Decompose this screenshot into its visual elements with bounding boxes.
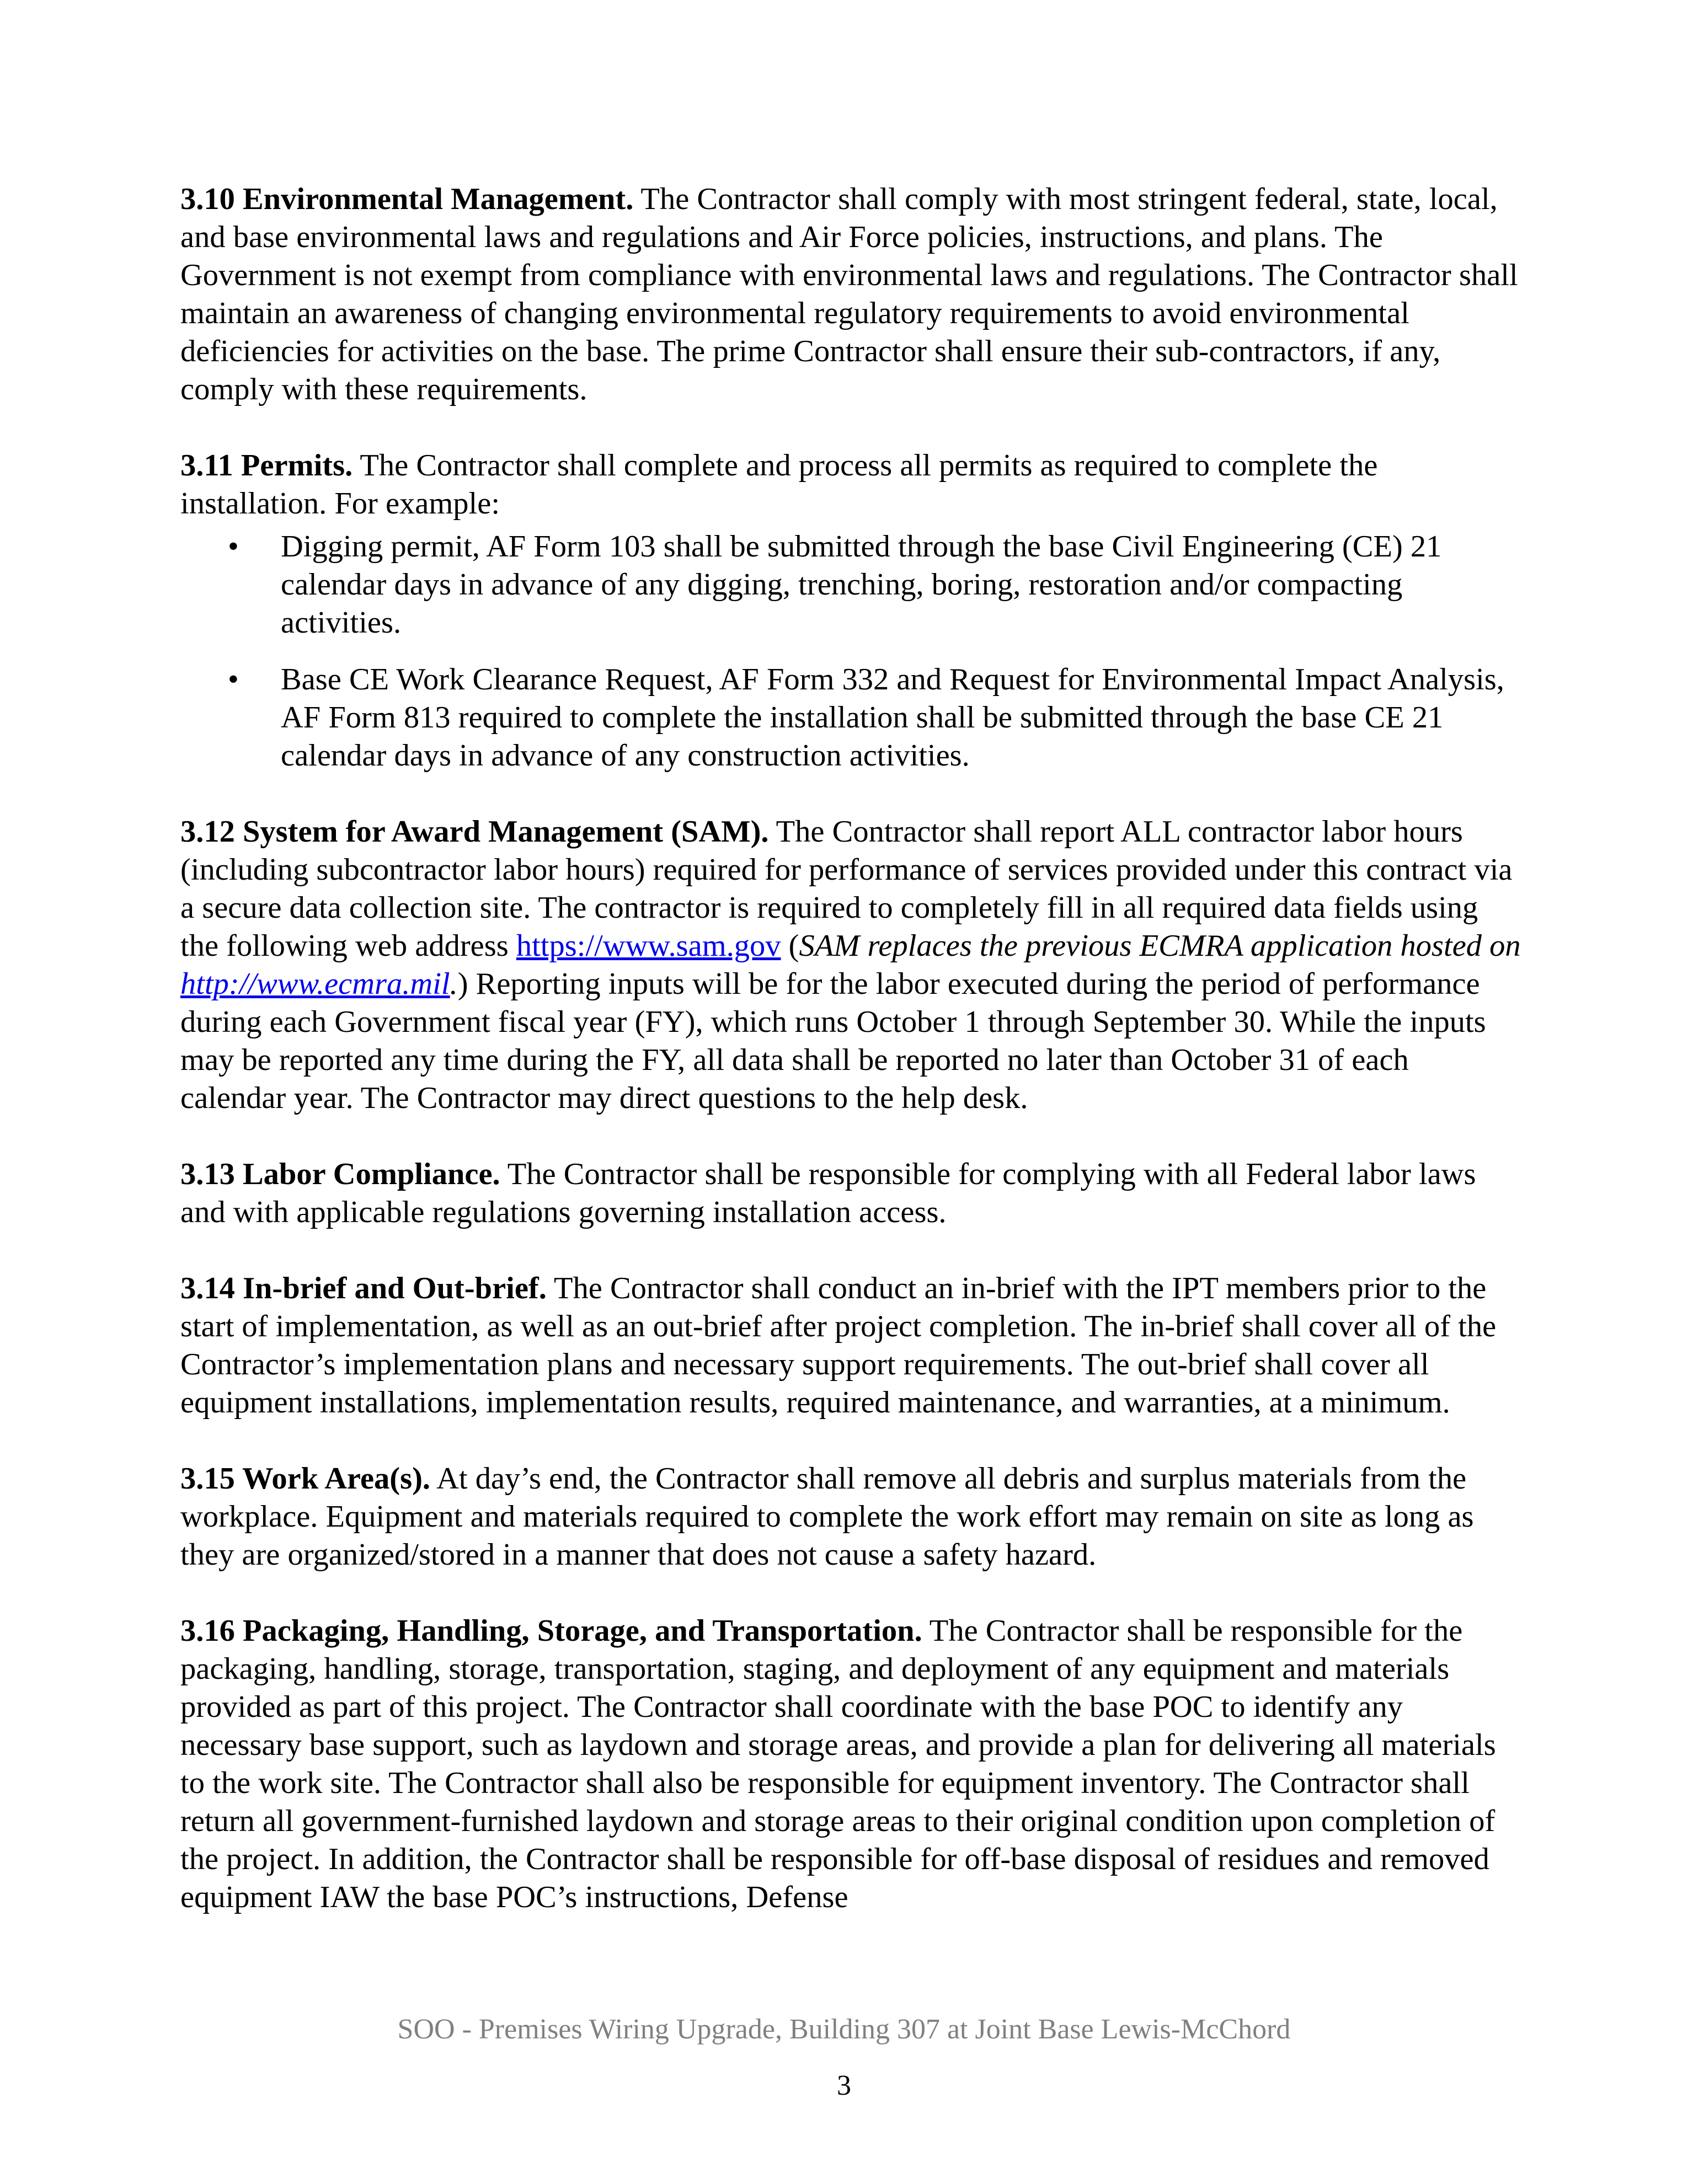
section-3-16 <box>180 1612 1521 1917</box>
section-heading: 3.11 Permits. <box>180 448 353 483</box>
section-3-12 <box>180 813 1521 1117</box>
section-heading: 3.16 Packaging, Handling, Storage, and Transportation. <box>180 1614 922 1648</box>
bullet-item-work-clearance <box>180 661 1521 775</box>
section-3-14 <box>180 1270 1521 1422</box>
bullet-text: Digging permit, AF Form 103 shall be submitted through the base Civil Engineering (CE) 21 calendar days in advance of any digging, trenching, boring, restoration and/or compacting activities. <box>281 529 1442 640</box>
section-3-11 <box>180 447 1521 523</box>
ecmra-link[interactable]: http://www.ecmra.mil <box>180 967 450 1001</box>
sam-gov-link[interactable]: https://www.sam.gov <box>516 929 781 963</box>
section-body: The Contractor shall report ALL contractor labor hours (including subcontractor labor hours) required for performance of services provided under this contract via a secure data collection site. The contractor is required to completely fill in all required data fields using the following web address <box>180 815 1513 963</box>
section-heading: 3.14 In-brief and Out-brief. <box>180 1271 547 1305</box>
bullet-icon: • <box>228 529 239 564</box>
paren-open: ( <box>781 929 799 963</box>
section-body: The Contractor shall be responsible for complying with all Federal labor laws and with applicable regulations governing installation access. <box>180 1157 1476 1229</box>
section-heading: 3.10 Environmental Management. <box>180 182 634 216</box>
section-body: The Contractor shall be responsible for the packaging, handling, storage, transportation, staging, and deployment of any equipment and materials provided as part of this project. The Contractor shall coordinate with the base POC to identify any necessary base support, such as laydown and storage areas, and provide a plan for delivering all materials to the work site. The Contractor shall also be responsible for equipment inventory. The Contractor shall return all government-furnished laydown and storage areas to their original condition upon completion of the project. In addition, the Contractor shall be responsible for off-base disposal of residues and removed equipment IAW the base POC’s instructions, Defense <box>180 1614 1496 1914</box>
page-number: 3 <box>837 2070 851 2101</box>
page-content <box>180 180 1521 1955</box>
section-body-end: ) Reporting inputs will be for the labor executed during the period of performance during each Government fiscal year (FY), which runs October 1 through September 30. While the inputs may be reported any time during the FY, all data shall be reported no later than October 31 of each calendar year. The Contractor may direct questions to the help desk. <box>180 967 1486 1115</box>
section-body: The Contractor shall comply with most stringent federal, state, local, and base environmental laws and regulations and Air Force policies, instructions, and plans. The Government is not exempt from compliance with environmental laws and regulations. The Contractor shall maintain an awareness of changing environmental regulatory requirements to avoid environmental deficiencies for activities on the base. The prime Contractor shall ensure their sub-contractors, if any, comply with these requirements. <box>180 182 1518 406</box>
section-3-13 <box>180 1155 1521 1232</box>
permits-bullet-list <box>180 528 1521 775</box>
bullet-icon: • <box>228 662 239 697</box>
page-footer: SOO - Premises Wiring Upgrade, Building 307 at Joint Base Lewis-McChord <box>397 2014 1291 2045</box>
section-heading: 3.13 Labor Compliance. <box>180 1157 500 1191</box>
section-heading: 3.15 Work Area(s). <box>180 1462 431 1496</box>
section-body: The Contractor shall conduct an in-brief with the IPT members prior to the start of implementation, as well as an out-brief after project completion. The in-brief shall cover all of the Contractor’s implementation plans and necessary support requirements. The out-brief shall cover all equipment installations, implementation results, required maintenance, and warranties, at a minimum. <box>180 1271 1497 1420</box>
italic-period: . <box>450 967 458 1001</box>
sam-note-italic: SAM replaces the previous ECMRA application hosted on <box>799 929 1521 963</box>
section-body: At day’s end, the Contractor shall remove all debris and surplus materials from the workplace. Equipment and materials required to complete the work effort may remain on site as long as they are organized/stored in a manner that does not cause a safety hazard. <box>180 1462 1474 1572</box>
section-body: The Contractor shall complete and process all permits as required to complete the installation. For example: <box>180 448 1378 521</box>
section-3-10 <box>180 180 1521 409</box>
section-heading: 3.12 System for Award Management (SAM). <box>180 815 769 849</box>
bullet-item-digging-permit <box>180 528 1521 642</box>
section-3-15 <box>180 1460 1521 1574</box>
bullet-text: Base CE Work Clearance Request, AF Form 332 and Request for Environmental Impact Analysis, AF Form 813 required to complete the installation shall be submitted through the base CE 21 calendar days in advance of any construction activities. <box>281 662 1504 773</box>
